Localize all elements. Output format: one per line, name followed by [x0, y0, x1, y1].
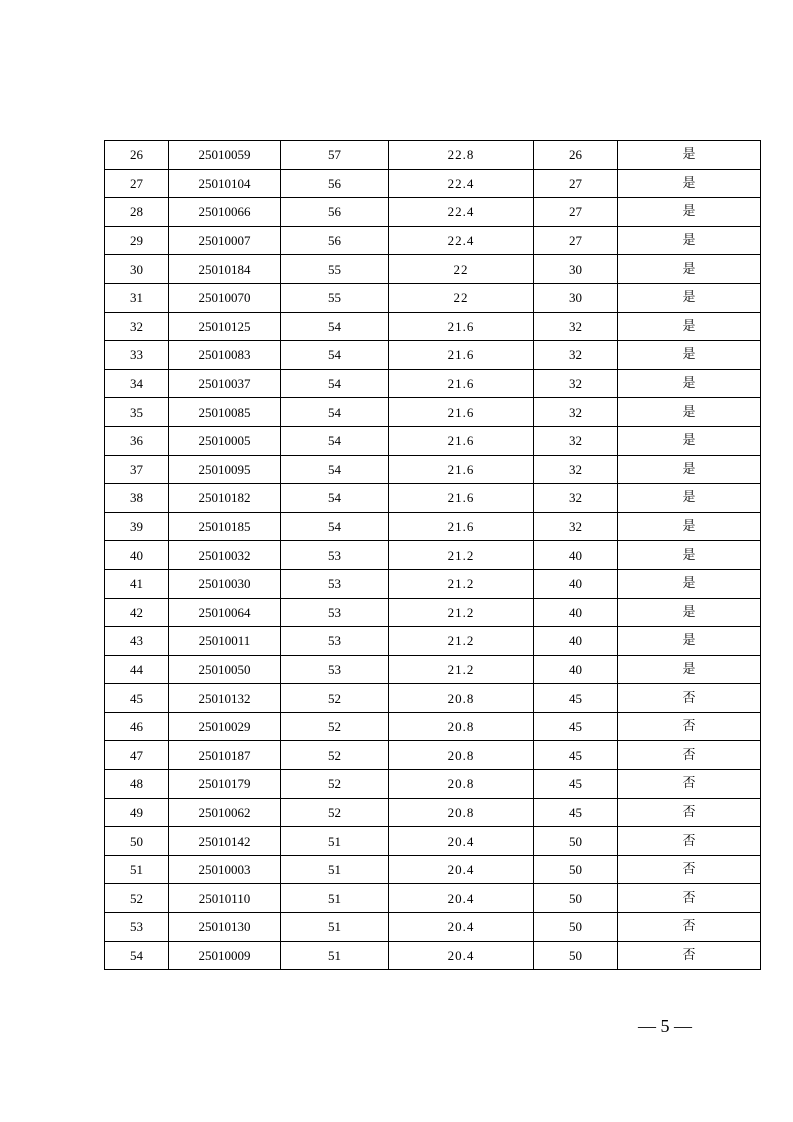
rank-cell: 39 — [105, 512, 169, 541]
score-cell: 54 — [281, 426, 389, 455]
rank-cell: 49 — [105, 798, 169, 827]
score-cell: 51 — [281, 913, 389, 942]
exam-id-cell: 25010132 — [169, 684, 281, 713]
rank-cell: 50 — [105, 827, 169, 856]
tie-rank-cell: 32 — [534, 369, 618, 398]
rank-cell: 26 — [105, 141, 169, 170]
table-row — [105, 627, 761, 656]
converted-score-cell: 21.2 — [389, 541, 534, 570]
score-cell: 54 — [281, 312, 389, 341]
qualified-cell: 否 — [618, 913, 761, 942]
tie-rank-cell: 45 — [534, 712, 618, 741]
table-row — [105, 226, 761, 255]
exam-id-cell: 25010030 — [169, 569, 281, 598]
score-cell: 54 — [281, 398, 389, 427]
tie-rank-cell: 45 — [534, 770, 618, 799]
score-cell: 53 — [281, 569, 389, 598]
score-cell: 51 — [281, 941, 389, 970]
converted-score-cell: 22.4 — [389, 198, 534, 227]
rank-cell: 48 — [105, 770, 169, 799]
rank-cell: 40 — [105, 541, 169, 570]
tie-rank-cell: 50 — [534, 855, 618, 884]
rank-cell: 38 — [105, 484, 169, 513]
qualified-cell: 是 — [618, 341, 761, 370]
table-row — [105, 541, 761, 570]
tie-rank-cell: 27 — [534, 226, 618, 255]
page-number: — 5 — — [638, 1016, 692, 1036]
rank-cell: 29 — [105, 226, 169, 255]
tie-rank-cell: 40 — [534, 569, 618, 598]
rank-cell: 53 — [105, 913, 169, 942]
qualified-cell: 是 — [618, 398, 761, 427]
qualified-cell: 否 — [618, 684, 761, 713]
rank-cell: 43 — [105, 627, 169, 656]
score-cell: 52 — [281, 712, 389, 741]
converted-score-cell: 21.6 — [389, 455, 534, 484]
rank-cell: 31 — [105, 283, 169, 312]
score-cell: 54 — [281, 341, 389, 370]
table-row — [105, 712, 761, 741]
rank-cell: 37 — [105, 455, 169, 484]
converted-score-cell: 21.6 — [389, 484, 534, 513]
rank-cell: 32 — [105, 312, 169, 341]
rank-cell: 45 — [105, 684, 169, 713]
exam-id-cell: 25010005 — [169, 426, 281, 455]
rank-cell: 52 — [105, 884, 169, 913]
exam-id-cell: 25010050 — [169, 655, 281, 684]
rank-cell: 34 — [105, 369, 169, 398]
tie-rank-cell: 50 — [534, 884, 618, 913]
exam-id-cell: 25010029 — [169, 712, 281, 741]
converted-score-cell: 22.4 — [389, 169, 534, 198]
tie-rank-cell: 27 — [534, 198, 618, 227]
score-cell: 54 — [281, 512, 389, 541]
qualified-cell: 是 — [618, 627, 761, 656]
qualified-cell: 是 — [618, 541, 761, 570]
exam-id-cell: 25010064 — [169, 598, 281, 627]
qualified-cell: 否 — [618, 741, 761, 770]
score-cell: 51 — [281, 827, 389, 856]
rank-cell: 35 — [105, 398, 169, 427]
score-cell: 55 — [281, 283, 389, 312]
qualified-cell: 是 — [618, 255, 761, 284]
exam-id-cell: 25010083 — [169, 341, 281, 370]
exam-id-cell: 25010007 — [169, 226, 281, 255]
converted-score-cell: 21.6 — [389, 369, 534, 398]
tie-rank-cell: 50 — [534, 913, 618, 942]
qualified-cell: 是 — [618, 512, 761, 541]
tie-rank-cell: 26 — [534, 141, 618, 170]
qualified-cell: 是 — [618, 141, 761, 170]
qualified-cell: 是 — [618, 484, 761, 513]
score-cell: 54 — [281, 484, 389, 513]
exam-id-cell: 25010187 — [169, 741, 281, 770]
qualified-cell: 是 — [618, 198, 761, 227]
exam-id-cell: 25010110 — [169, 884, 281, 913]
rank-cell: 42 — [105, 598, 169, 627]
converted-score-cell: 22 — [389, 255, 534, 284]
converted-score-cell: 20.4 — [389, 855, 534, 884]
table-row — [105, 913, 761, 942]
converted-score-cell: 20.4 — [389, 913, 534, 942]
table-row — [105, 312, 761, 341]
converted-score-cell: 21.6 — [389, 426, 534, 455]
exam-id-cell: 25010011 — [169, 627, 281, 656]
converted-score-cell: 22 — [389, 283, 534, 312]
rank-cell: 51 — [105, 855, 169, 884]
qualified-cell: 是 — [618, 455, 761, 484]
converted-score-cell: 21.6 — [389, 341, 534, 370]
table-row — [105, 141, 761, 170]
converted-score-cell: 21.2 — [389, 655, 534, 684]
rank-cell: 47 — [105, 741, 169, 770]
converted-score-cell: 22.8 — [389, 141, 534, 170]
score-cell: 52 — [281, 798, 389, 827]
tie-rank-cell: 32 — [534, 341, 618, 370]
exam-id-cell: 25010003 — [169, 855, 281, 884]
qualified-cell: 是 — [618, 283, 761, 312]
score-cell: 56 — [281, 169, 389, 198]
table-row — [105, 598, 761, 627]
table-row — [105, 569, 761, 598]
table-row — [105, 426, 761, 455]
tie-rank-cell: 32 — [534, 398, 618, 427]
tie-rank-cell: 30 — [534, 283, 618, 312]
table-row — [105, 770, 761, 799]
table-row — [105, 484, 761, 513]
qualified-cell: 否 — [618, 798, 761, 827]
rank-cell: 54 — [105, 941, 169, 970]
exam-id-cell: 25010070 — [169, 283, 281, 312]
tie-rank-cell: 32 — [534, 312, 618, 341]
rank-cell: 33 — [105, 341, 169, 370]
qualified-cell: 否 — [618, 770, 761, 799]
qualified-cell: 是 — [618, 369, 761, 398]
table-row — [105, 512, 761, 541]
tie-rank-cell: 32 — [534, 455, 618, 484]
table-row — [105, 255, 761, 284]
table-row — [105, 827, 761, 856]
score-cell: 52 — [281, 684, 389, 713]
tie-rank-cell: 32 — [534, 512, 618, 541]
tie-rank-cell: 50 — [534, 941, 618, 970]
rank-cell: 30 — [105, 255, 169, 284]
tie-rank-cell: 45 — [534, 798, 618, 827]
tie-rank-cell: 40 — [534, 541, 618, 570]
converted-score-cell: 20.4 — [389, 827, 534, 856]
score-cell: 52 — [281, 770, 389, 799]
table-row — [105, 855, 761, 884]
tie-rank-cell: 40 — [534, 598, 618, 627]
tie-rank-cell: 40 — [534, 655, 618, 684]
tie-rank-cell: 45 — [534, 684, 618, 713]
score-cell: 52 — [281, 741, 389, 770]
qualified-cell: 否 — [618, 884, 761, 913]
qualified-cell: 是 — [618, 169, 761, 198]
converted-score-cell: 20.4 — [389, 884, 534, 913]
exam-id-cell: 25010009 — [169, 941, 281, 970]
table-row — [105, 369, 761, 398]
tie-rank-cell: 45 — [534, 741, 618, 770]
converted-score-cell: 22.4 — [389, 226, 534, 255]
rank-cell: 41 — [105, 569, 169, 598]
score-cell: 56 — [281, 226, 389, 255]
tie-rank-cell: 32 — [534, 484, 618, 513]
qualified-cell: 是 — [618, 655, 761, 684]
exam-id-cell: 25010037 — [169, 369, 281, 398]
exam-id-cell: 25010104 — [169, 169, 281, 198]
table-row — [105, 655, 761, 684]
score-cell: 54 — [281, 455, 389, 484]
exam-id-cell: 25010066 — [169, 198, 281, 227]
exam-id-cell: 25010032 — [169, 541, 281, 570]
qualified-cell: 是 — [618, 312, 761, 341]
table-row — [105, 684, 761, 713]
tie-rank-cell: 27 — [534, 169, 618, 198]
exam-id-cell: 25010062 — [169, 798, 281, 827]
table-row — [105, 341, 761, 370]
score-cell: 51 — [281, 855, 389, 884]
exam-id-cell: 25010179 — [169, 770, 281, 799]
table-row — [105, 283, 761, 312]
exam-id-cell: 25010182 — [169, 484, 281, 513]
qualified-cell: 是 — [618, 598, 761, 627]
score-cell: 51 — [281, 884, 389, 913]
exam-id-cell: 25010085 — [169, 398, 281, 427]
converted-score-cell: 21.6 — [389, 512, 534, 541]
rank-cell: 44 — [105, 655, 169, 684]
score-cell: 53 — [281, 627, 389, 656]
exam-id-cell: 25010095 — [169, 455, 281, 484]
converted-score-cell: 20.8 — [389, 712, 534, 741]
table-row — [105, 198, 761, 227]
score-cell: 53 — [281, 655, 389, 684]
converted-score-cell: 20.4 — [389, 941, 534, 970]
qualified-cell: 否 — [618, 827, 761, 856]
table-row — [105, 455, 761, 484]
tie-rank-cell: 32 — [534, 426, 618, 455]
qualified-cell: 否 — [618, 712, 761, 741]
converted-score-cell: 21.2 — [389, 627, 534, 656]
tie-rank-cell: 30 — [534, 255, 618, 284]
converted-score-cell: 20.8 — [389, 684, 534, 713]
exam-id-cell: 25010185 — [169, 512, 281, 541]
score-cell: 53 — [281, 598, 389, 627]
converted-score-cell: 20.8 — [389, 741, 534, 770]
table-row — [105, 169, 761, 198]
score-cell: 57 — [281, 141, 389, 170]
converted-score-cell: 21.6 — [389, 398, 534, 427]
exam-id-cell: 25010130 — [169, 913, 281, 942]
converted-score-cell: 21.2 — [389, 569, 534, 598]
rank-cell: 27 — [105, 169, 169, 198]
converted-score-cell: 21.6 — [389, 312, 534, 341]
table-row — [105, 884, 761, 913]
score-table — [104, 140, 761, 970]
qualified-cell: 是 — [618, 426, 761, 455]
exam-id-cell: 25010142 — [169, 827, 281, 856]
tie-rank-cell: 50 — [534, 827, 618, 856]
exam-id-cell: 25010184 — [169, 255, 281, 284]
qualified-cell: 是 — [618, 226, 761, 255]
exam-id-cell: 25010059 — [169, 141, 281, 170]
rank-cell: 36 — [105, 426, 169, 455]
table-row — [105, 741, 761, 770]
table-row — [105, 398, 761, 427]
score-cell: 56 — [281, 198, 389, 227]
score-table-body — [105, 141, 761, 970]
tie-rank-cell: 40 — [534, 627, 618, 656]
qualified-cell: 否 — [618, 855, 761, 884]
score-cell: 53 — [281, 541, 389, 570]
table-row — [105, 798, 761, 827]
score-cell: 55 — [281, 255, 389, 284]
rank-cell: 28 — [105, 198, 169, 227]
qualified-cell: 是 — [618, 569, 761, 598]
table-row — [105, 941, 761, 970]
rank-cell: 46 — [105, 712, 169, 741]
qualified-cell: 否 — [618, 941, 761, 970]
exam-id-cell: 25010125 — [169, 312, 281, 341]
converted-score-cell: 21.2 — [389, 598, 534, 627]
score-cell: 54 — [281, 369, 389, 398]
converted-score-cell: 20.8 — [389, 770, 534, 799]
converted-score-cell: 20.8 — [389, 798, 534, 827]
